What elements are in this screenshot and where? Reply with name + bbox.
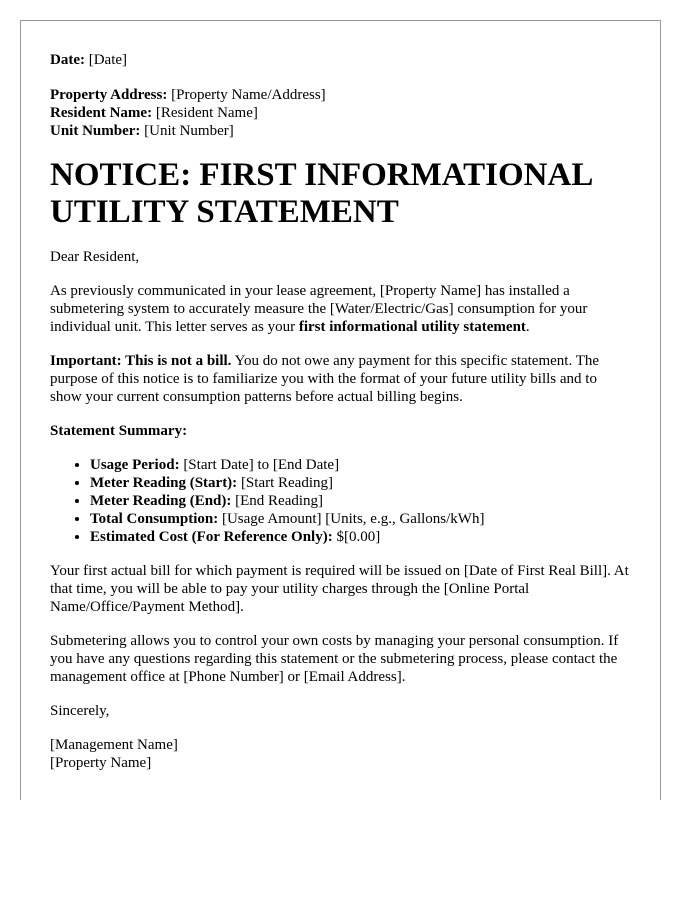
summary-heading: Statement Summary: [50,423,188,439]
intro-end: . [525,319,530,335]
important-bold: Important: This is not a bill. [50,353,232,369]
summary-list [50,456,632,546]
management-name: [Management Name] [50,737,178,753]
important-text: You do not owe any payment for this specific statement. The purpose of this notice is to familiarize you with the format of your future utility bills and to show your current consumption patterns before actual billing begins. [50,353,600,405]
recipient-block [50,86,632,140]
resident-name-label: Resident Name: [50,105,153,121]
unit-number-label: Unit Number: [50,123,141,139]
property-address-value: [Property Name/Address] [171,87,326,103]
list-item [90,456,632,474]
closing-paragraph: Submetering allows you to control your own costs by managing your personal consumption. If you have any questions regarding this statement or the submetering process, please contact the management office at [Phone Number] or [Email Address]. [50,633,619,685]
date-label: Date: [50,52,85,68]
property-name: [Property Name] [50,755,152,771]
unit-number-value: [Unit Number] [144,123,234,139]
estimated-cost-label: Estimated Cost (For Reference Only): [90,529,333,545]
usage-period-label: Usage Period: [90,457,180,473]
resident-name-line [50,104,632,122]
total-consumption-value: [Usage Amount] [Units, e.g., Gallons/kWh] [218,511,485,527]
first-bill-paragraph: Your first actual bill for which payment is required will be issued on [Date of First Real Bill]. At that time, you will be able to pay your utility charges through the [Online Portal Name/Office/Payment Method]. [50,563,629,615]
property-address-label: Property Address: [50,87,168,103]
important-paragraph [50,352,632,406]
letter-page [20,20,661,800]
meter-start-label: Meter Reading (Start): [90,475,238,491]
salutation: Dear Resident, [50,249,140,265]
meter-start-value: [Start Reading] [237,475,333,491]
intro-text: As previously communicated in your lease agreement, [Property Name] has installed a submetering system to accurately measure the [Water/Electric/Gas] consumption for your individual unit. This letter serves as your [50,283,588,335]
signature-block [50,736,632,772]
signoff: Sincerely, [50,703,110,719]
intro-paragraph [50,282,632,336]
estimated-cost-value: $[0.00] [332,529,381,545]
intro-bold: first informational utility statement [298,319,526,335]
date-line [50,51,632,69]
property-address-line [50,86,632,104]
list-item [90,528,632,546]
list-item [90,474,632,492]
meter-end-value: [End Reading] [231,493,324,509]
unit-number-line [50,122,632,140]
page-title: NOTICE: FIRST INFORMATIONAL UTILITY STATEMENT [50,157,592,230]
date-value: [Date] [88,52,128,68]
list-item [90,492,632,510]
list-item [90,510,632,528]
resident-name-value: [Resident Name] [155,105,258,121]
usage-period-value: [Start Date] to [End Date] [179,457,340,473]
total-consumption-label: Total Consumption: [90,511,219,527]
meter-end-label: Meter Reading (End): [90,493,232,509]
